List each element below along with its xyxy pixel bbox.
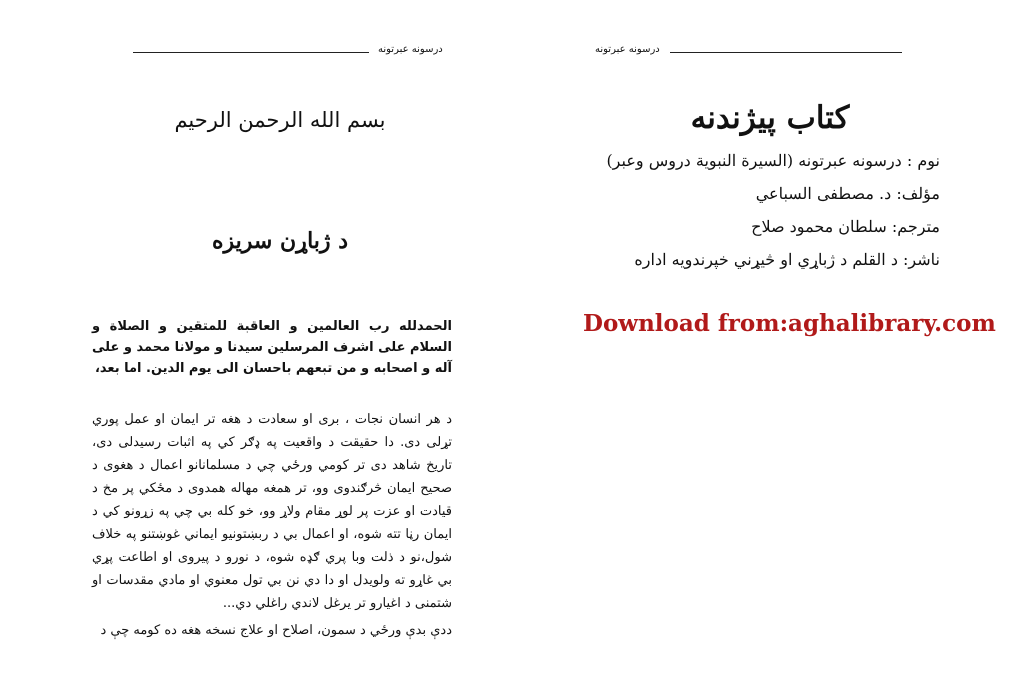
right-running-header: درسونه عبرتونه xyxy=(595,44,660,55)
translator-line: مترجم: سلطان محمود صلاح xyxy=(751,217,940,236)
left-running-header: درسونه عبرتونه xyxy=(378,44,443,55)
preface-body xyxy=(92,408,452,642)
download-banner: Download from:aghalibrary.com xyxy=(583,310,996,337)
translator-preface-heading: د ژباړن سريزه xyxy=(211,228,349,254)
preface-paragraph: ددې بدې ورځي د سمون، اصلاح او علاج نسخه هغه ده کومه چې د xyxy=(100,623,452,638)
hamd-paragraph: الحمدلله رب العالمين و العاقبة للمتقين و الصلاة و السلام على اشرف المرسلين سيدنا و مولانا محمد و على آله و اصحابه و من تبعهم باحسان الى يوم الدين. اما بعد، xyxy=(92,319,452,376)
right-header-rule xyxy=(670,52,902,53)
author-line: مؤلف: د. مصطفی السباعي xyxy=(755,184,940,203)
book-name-line: نوم : درسونه عبرتونه (السيرة النبوية دروس وعبر) xyxy=(606,151,940,170)
preface-paragraph: د هر انسان نجات ، بری او سعادت د هغه تر ايمان او عمل پوري تړلی دی. دا حقيقت د واقعيت په ډګر کي په اثبات رسيدلی دی، تاريخ شاهد دی تر کومي ورځي چي د مسلمانانو اعمال د هغوی د صحيح ايمان څرګندوی وو، تر همغه مهاله همدوی د مځکي پر مخ د قيادت او عزت پر لوړ مقام ولاړ وو، خو کله بي چي په زړونو کي د ايمان رڼا تته شوه، او اعمال بي د ربښتونيو ايماني غوښتنو په خلاف شول،نو د ذلت وبا پري ګډه شوه، د نورو د پيروی او اطاعت پړي بي غاړو ته ولويدل او دا دي نن بي تول معنوي او مادي مقدسات او شتمنی د اغيارو تر يرغل لاندي راغلي دي... xyxy=(92,412,452,611)
basmala: بسم الله الرحمن الرحيم xyxy=(174,108,386,132)
publisher-line: ناشر: د القلم د ژباړي او څيړني خپرندويه اداره xyxy=(634,250,940,269)
book-title: كتاب پيژندنه xyxy=(690,100,850,136)
left-header-rule xyxy=(133,52,369,53)
